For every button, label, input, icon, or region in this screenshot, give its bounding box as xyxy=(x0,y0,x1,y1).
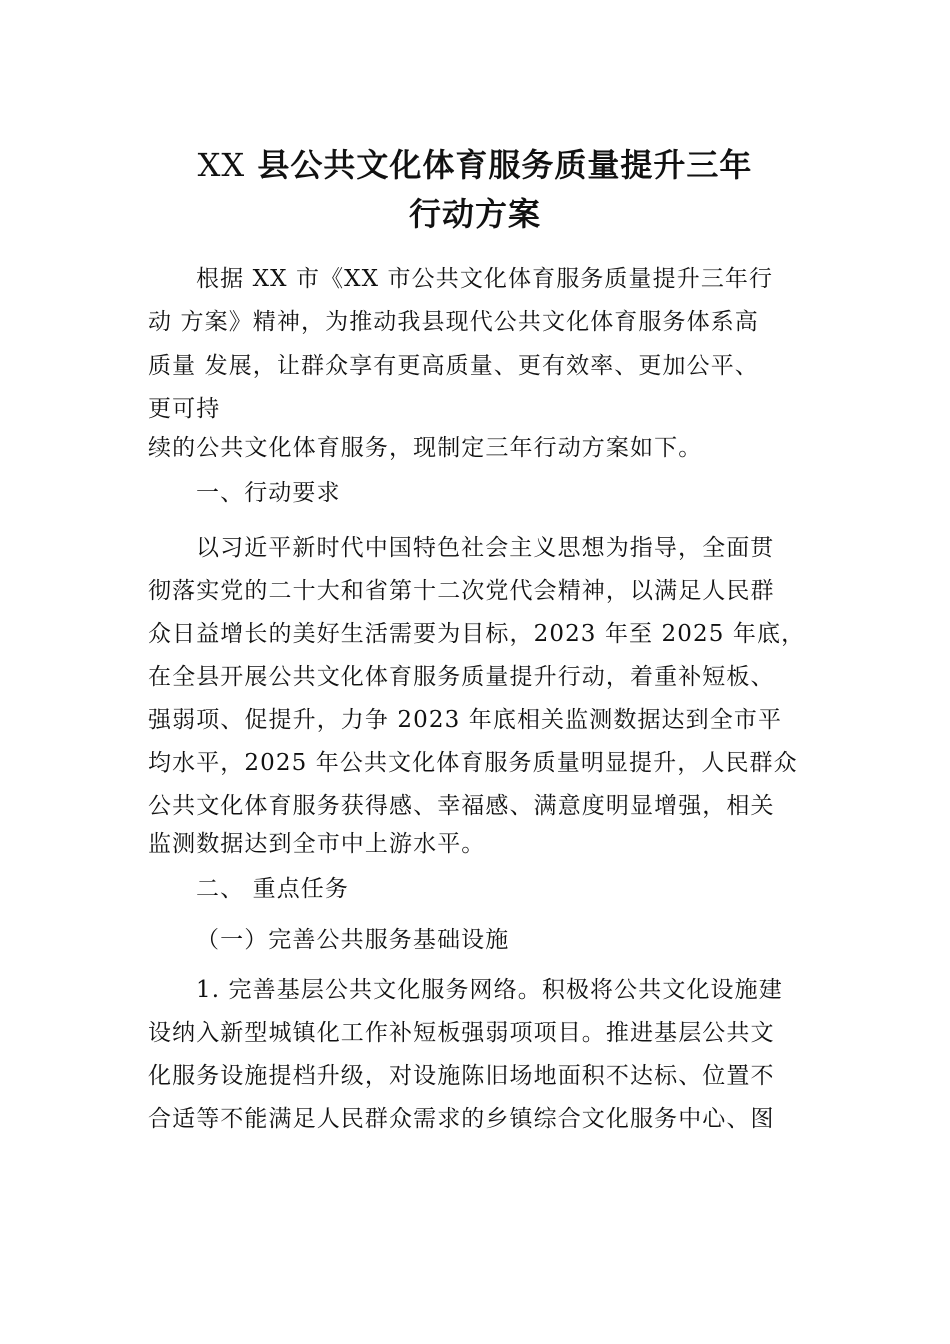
paragraph-line: 1. 完善基层公共文化服务网络。积极将公共文化设施建 xyxy=(196,977,783,1003)
title-line-1-text: 县公共文化体育服务质量提升三年 xyxy=(245,146,753,184)
paragraph-line: 续的公共文化体育服务，现制定三年行动方案如下。 xyxy=(148,435,703,461)
document-title-line-1 xyxy=(0,143,950,187)
subsection-heading: （一）完善公共服务基础设施 xyxy=(196,927,510,953)
paragraph-line: 公共文化体育服务获得感、幸福感、满意度明显增强，相关 xyxy=(148,793,775,819)
paragraph-line: 均水平，2025 年公共文化体育服务质量明显提升，人民群众 xyxy=(148,750,798,776)
paragraph-line: 监测数据达到全市中上游水平。 xyxy=(148,831,486,857)
paragraph-line: 在全县开展公共文化体育服务质量提升行动，着重补短板、 xyxy=(148,664,775,690)
section-heading-2: 二、 重点任务 xyxy=(196,876,350,902)
title-prefix: XX xyxy=(197,146,246,184)
paragraph-line: 动 方案》精神，为推动我县现代公共文化体育服务体系高 xyxy=(148,309,759,335)
paragraph-line: 众日益增长的美好生活需要为目标，2023 年至 2025 年底， xyxy=(148,621,806,647)
paragraph-line: 强弱项、促提升，力争 2023 年底相关监测数据达到全市平 xyxy=(148,707,783,733)
paragraph-line: 以习近平新时代中国特色社会主义思想为指导，全面贯 xyxy=(196,535,775,561)
paragraph-line: 根据 XX 市《XX 市公共文化体育服务质量提升三年行 xyxy=(196,266,774,292)
section-heading-1: 一、行动要求 xyxy=(196,480,341,506)
document-title-line-2: 行动方案 xyxy=(408,195,541,233)
paragraph-line: 彻落实党的二十大和省第十二次党代会精神，以满足人民群 xyxy=(148,578,775,604)
paragraph-line: 质量 发展，让群众享有更高质量、更有效率、更加公平、 xyxy=(148,353,759,379)
paragraph-line: 设纳入新型城镇化工作补短板强弱项项目。推进基层公共文 xyxy=(148,1020,775,1046)
paragraph-line: 合适等不能满足人民群众需求的乡镇综合文化服务中心、图 xyxy=(148,1106,775,1132)
paragraph-line: 化服务设施提档升级，对设施陈旧场地面积不达标、位置不 xyxy=(148,1063,775,1089)
paragraph-line: 更可持 xyxy=(148,396,221,422)
